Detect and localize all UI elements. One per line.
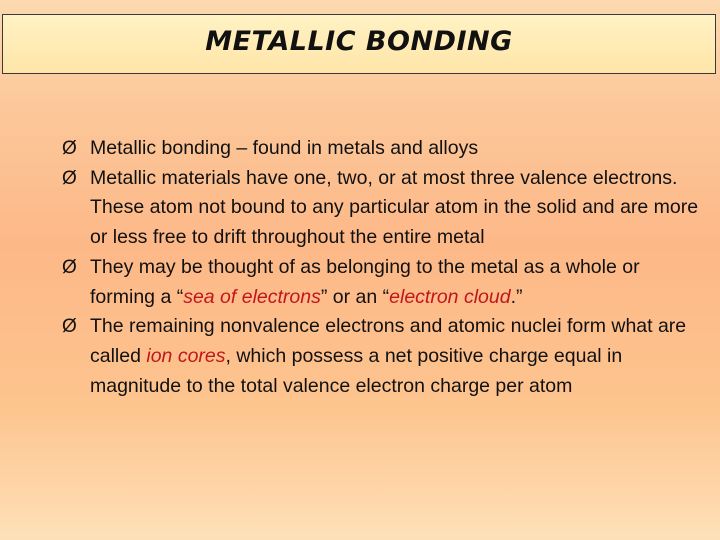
- slide-title: METALLIC BONDING: [205, 25, 513, 57]
- bullet-item: [62, 134, 702, 164]
- emphasis-term: ion cores: [146, 344, 226, 367]
- bullet-text-part: They may be thought of as belonging to the metal as a whole or forming a “: [90, 255, 640, 308]
- bullet-item: [62, 164, 702, 253]
- arrow-bullet-icon: Ø: [62, 138, 77, 159]
- bullet-item: [62, 312, 702, 401]
- title-banner: [2, 14, 716, 74]
- bullet-text-part: ” or an “: [320, 285, 390, 308]
- bullet-text-part: The remaining nonvalence electrons and atomic nuclei form what are called: [90, 315, 687, 367]
- arrow-bullet-icon: Ø: [62, 256, 77, 278]
- bullet-item: [62, 253, 702, 312]
- bullet-text-part: Metallic bonding – found in metals and alloys: [90, 137, 479, 159]
- arrow-bullet-icon: Ø: [62, 316, 77, 338]
- bullet-text-part: .”: [510, 285, 523, 308]
- bullet-text-part: Metallic materials have one, two, or at most three valence electrons. These atom not bound to any particular atom in the solid and are more or less free to drift throughout the entire metal: [90, 166, 699, 249]
- bullet-list: [62, 134, 702, 401]
- arrow-bullet-icon: Ø: [62, 167, 77, 189]
- bullet-text-part: , which possess a net positive charge equal in magnitude to the total valence electron charge per atom: [90, 344, 623, 397]
- emphasis-term: sea of electrons: [183, 285, 321, 308]
- emphasis-term: electron cloud: [389, 285, 511, 308]
